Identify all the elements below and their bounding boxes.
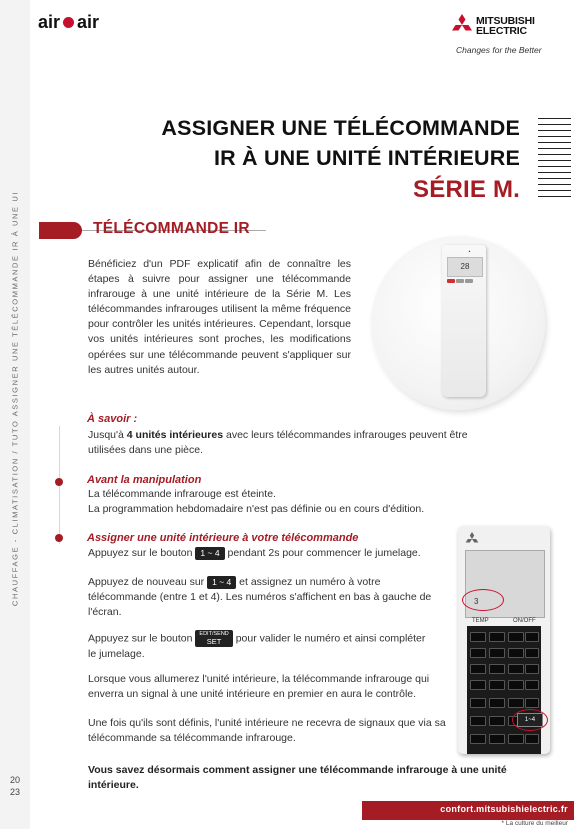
timeline-bullet-1 [55,478,63,486]
brand-name-line-1: MITSUBISHI [476,15,535,27]
conclusion: Vous savez désormais comment assigner une télécommande infrarouge à une unité intérieure. [88,764,507,791]
set-button-key [195,630,232,647]
assign-step-2 [88,575,433,620]
intro-paragraph: Bénéficiez d'un PDF explicatif afin de connaître les étapes à suivre pour assigner une télécommande infrarouge à une unité intérieure de la Série M. Les télécommandes infrarouges utilisent la même fréquence pour contrôler les unités intérieures. Cependant, lorsque vos unités intérieures sont proches, les modifications opérées sur une télécommande peuvent s'appliquer sur les autres unités autour. [88,258,351,376]
remote-onoff-label: ON/OFF [513,618,536,624]
title-line-1: ASSIGNER UNE TÉLÉCOMMANDE [161,116,520,140]
title-line-3: SÉRIE M. [413,176,520,203]
assign-paragraph-4: Lorsque vous allumerez l'unité intérieure, la télécommande infrarouge qui enverra un signal à une unité intérieure en premier en aura le contrôle. [88,673,430,700]
savoir-title: À savoir : [87,413,138,425]
sidebar-vertical-text: CHAUFFAGE - CLIMATISATION / TUTO ASSIGNER UNE TÉLÉCOMMANDE IR À UNE UI [10,190,20,607]
logo-dot-icon [63,17,74,28]
logo-word-1: air [38,12,61,32]
assign-paragraph-5: Une fois qu'ils sont définis, l'unité intérieure ne recevra de signaux que via sa télécommande sa télécommande infrarouge. [88,717,446,744]
assign-step-1 [88,546,433,561]
assign-title: Assigner une unité intérieure à votre télécommande [87,532,359,544]
remote-brand-icon [464,532,480,546]
assign-step-2-pre: Appuyez de nouveau sur [88,576,205,588]
assign-step-3-post: pour valider le numéro et ainsi compléter le jumelage. [88,632,426,660]
remote-screen-number: 3 [474,597,479,606]
assign-step-3 [88,630,433,662]
footer-note: * La culture du meilleur [501,820,568,827]
avant-line-2: La programmation hebdomadaire n'est pas définie ou en cours d'édition. [88,503,425,515]
set-key-bottom: SET [206,637,222,646]
year-line-2: 23 [9,787,20,797]
remote-mini-screen: 28 [447,257,483,277]
avant-title: Avant la manipulation [87,474,202,486]
remote-button-grid [467,626,541,754]
three-diamonds-icon [450,14,474,36]
remote-key-1-4: 1~4 [517,713,543,727]
avant-line-1: La télécommande infrarouge est éteinte. [88,488,276,500]
set-key-top: EDIT/SEND [199,631,229,637]
assign-step-3-pre: Appuyez sur le bouton [88,632,193,645]
air-air-logo [38,12,99,33]
assign-step-1-post: pendant 2s pour commencer le jumelage. [227,547,421,559]
remote-mini-buttons [447,279,481,285]
footer-url-link[interactable]: confort.mitsubishielectric.fr [440,804,568,814]
brand-tagline: Changes for the Better [456,45,542,55]
year-line-1: 20 [9,775,20,785]
logo-word-2: air [77,12,100,32]
assign-step-2-post: et assignez un numéro à votre télécommande (entre 1 et 4). Les numéros s'affichent en bas à gauche de l'écran. [88,576,432,618]
highlight-1-4-button [512,709,548,731]
highlight-screen-number [462,589,504,611]
title-line-2: IR À UNE UNITÉ INTÉRIEURE [213,146,520,170]
savoir-text-pre: Jusqu'à [88,429,127,441]
assign-step-1-pre: Appuyez sur le bouton [88,547,193,559]
savoir-text-bold: 4 unités intérieures [126,429,224,441]
section-heading: TÉLÉCOMMANDE IR [93,220,250,237]
remote-photo [442,245,486,397]
key-1-4-button: 1 ~ 4 [195,547,224,560]
key-1-4-button-2: 1 ~ 4 [207,576,236,589]
savoir-text-post: avec leurs télécommandes infrarouges peuvent être utilisées dans une pièce. [88,429,468,456]
brand-name [476,16,535,36]
timeline-bullet-2 [55,534,63,542]
savoir-text [88,428,508,458]
brand-name-line-2: ELECTRIC [476,25,527,37]
section-marker [39,222,82,239]
remote-temp-label: TEMP [472,618,489,624]
remote-logo-icon: ▲ [468,249,471,253]
